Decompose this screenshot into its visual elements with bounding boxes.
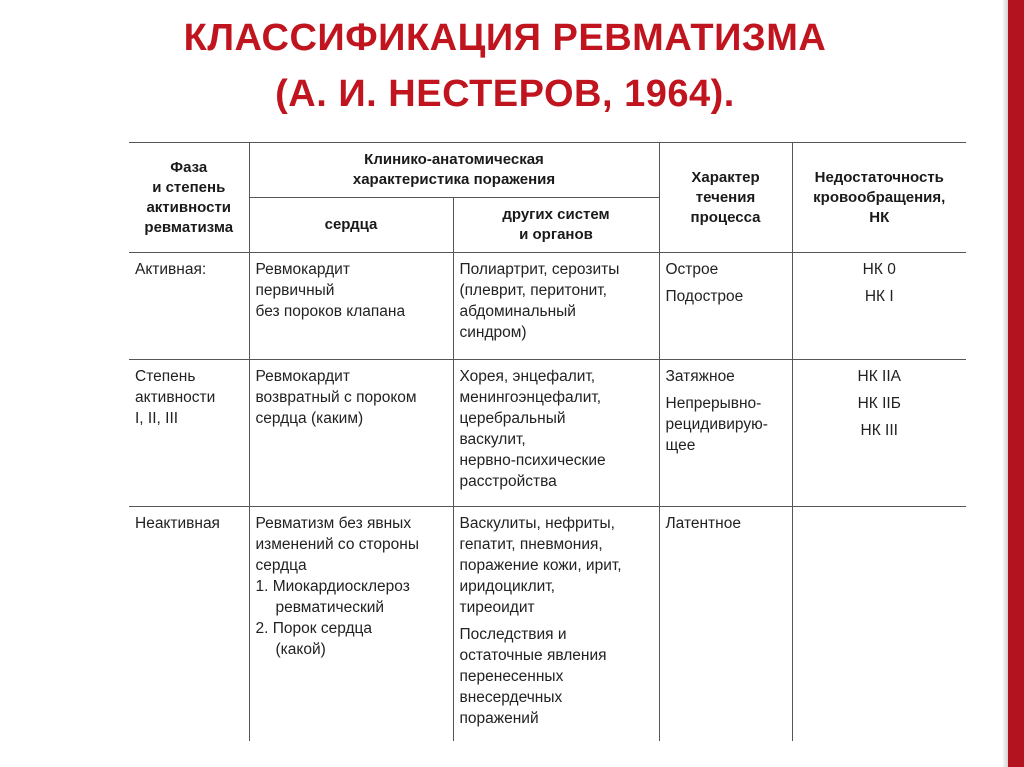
header-other-l1: других систем [502,206,610,223]
cell-text: активности [135,389,216,406]
cell-text: Острое [665,261,719,278]
cell-nk [792,507,966,742]
header-other [453,198,659,253]
cell-text: НК III [860,422,898,439]
header-phase-l1: Фаза [170,158,208,176]
cell-text: синдром) [459,324,527,341]
cell-text: 1. Миокардиосклероз [255,578,410,595]
cell-heart [249,360,453,507]
cell-text: 2. Порок сердца [255,620,372,637]
cell-phase [129,253,249,360]
cell-text: НК 0 [862,261,896,278]
cell-text: рецидивирую- [665,416,768,433]
header-phase [129,143,249,253]
cell-text: НК I [864,288,894,305]
title-line-2: (А. И. НЕСТЕРОВ, 1964). [275,73,735,115]
cell-text: I, II, III [135,410,179,427]
cell-text: поражение кожи, ирит, [459,557,622,574]
cell-text: Полиартрит, серозиты [459,261,620,278]
cell-text: Активная: [135,261,207,278]
cell-other [453,253,659,360]
header-clinical-l1: Клинико-анатомическая [364,151,544,168]
cell-text: абдоминальный [459,303,576,320]
cell-text: Латентное [665,515,741,532]
header-insufficiency [792,143,966,253]
header-other-l2: и органов [519,226,593,243]
cell-text: возвратный с пороком [255,389,417,406]
header-phase-l4: ревматизма [144,218,234,236]
table-row [129,360,966,507]
cell-text: первичный [255,282,335,299]
cell-text: (какой) [275,641,326,658]
cell-text: Ревматизм без явных [255,515,412,532]
header-heart: сердца [249,198,453,253]
header-course-l2: течения [695,188,756,206]
header-course-l3: процесса [690,208,761,226]
classification-table [129,142,966,741]
cell-other [453,507,659,742]
cell-text: церебральный [459,410,566,427]
cell-text: Ревмокардит [255,261,350,278]
header-phase-l2: и степень [152,178,226,196]
cell-text: НК IIБ [857,395,901,412]
cell-text: внесердечных [459,689,563,706]
header-clinical-l2: характеристика поражения [352,171,556,188]
accent-bar [1008,0,1024,767]
cell-text: Непрерывно- [665,395,762,412]
cell-heart [249,253,453,360]
cell-text: ревматический [275,599,385,616]
header-phase-l3: активности [146,198,232,216]
table-row [129,253,966,360]
cell-text: Васкулиты, нефриты, [459,515,615,532]
cell-text: расстройства [459,473,557,490]
cell-phase [129,360,249,507]
cell-text: иридоциклит, [459,578,555,595]
slide-title [0,10,1010,122]
cell-course [659,507,792,742]
cell-text: гепатит, пневмония, [459,536,603,553]
header-insufficiency-l1: Недостаточность [814,168,944,186]
cell-course [659,360,792,507]
header-course [659,143,792,253]
cell-text: остаточные явления [459,647,607,664]
cell-text: васкулит, [459,431,526,448]
cell-text: Хорея, энцефалит, [459,368,596,385]
cell-text: без пороков клапана [255,303,406,320]
cell-text: сердца [255,557,307,574]
cell-text: Степень [135,368,196,385]
cell-text: сердца (каким) [255,410,364,427]
cell-text: нервно-психические [459,452,606,469]
table-row [129,507,966,742]
cell-text: Неактивная [135,515,220,532]
cell-text: перенесенных [459,668,564,685]
cell-phase [129,507,249,742]
cell-heart [249,507,453,742]
cell-text: изменений со стороны [255,536,419,553]
header-insufficiency-l2: кровообращения, [813,188,946,206]
cell-nk [792,253,966,360]
header-course-l1: Характер [691,168,760,186]
title-line-1: КЛАССИФИКАЦИЯ РЕВМАТИЗМА [183,17,827,59]
cell-text: (плеврит, перитонит, [459,282,607,299]
cell-text: Последствия и [459,626,567,643]
cell-text: НК IIА [857,368,901,385]
cell-text: тиреоидит [459,599,535,616]
cell-text: Затяжное [665,368,735,385]
cell-other [453,360,659,507]
cell-text: поражений [459,710,539,727]
cell-text: Подострое [665,288,744,305]
cell-course [659,253,792,360]
header-clinical [249,143,659,198]
cell-nk [792,360,966,507]
cell-text: менингоэнцефалит, [459,389,602,406]
cell-text: щее [665,437,696,454]
header-insufficiency-l3: НК [869,208,890,226]
cell-text: Ревмокардит [255,368,350,385]
